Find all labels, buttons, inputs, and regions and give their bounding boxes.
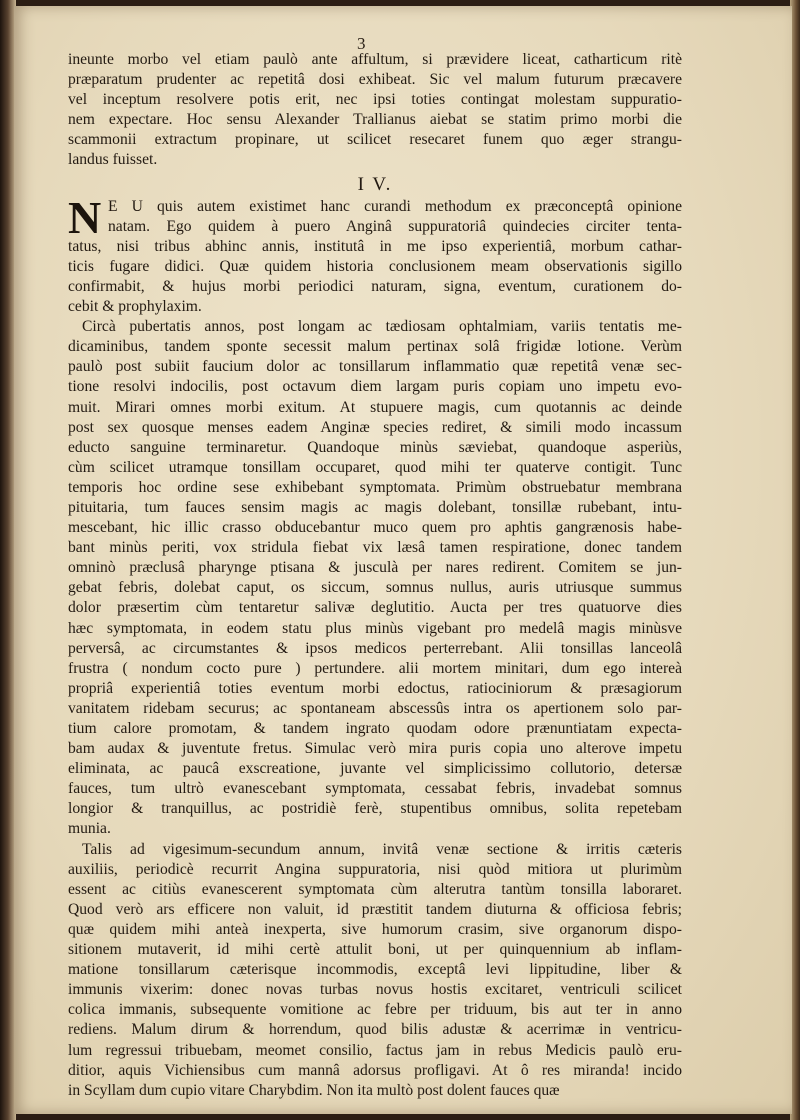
text-line: gebat febris, dolebat caput, os siccum, somnus nullus, auris utriusque summus — [68, 579, 682, 597]
book-page — [14, 6, 792, 1114]
text-line: cùm scilicet utramque tonsillam occuparet, quod mihi ter quaterve contigit. Tunc — [68, 458, 682, 476]
text-line: matione tonsillarum cæterisque incommodis, exceptâ levi lippitudine, liber & — [68, 961, 682, 979]
text-line: mescebant, hic illic crasso obducebantur muco quem pro aphtis gangrænosis habe- — [68, 519, 682, 537]
text-line: cebit & prophylaxim. — [68, 298, 202, 316]
text-line: nem expectare. Hoc sensu Alexander Trallianus aiebat se statim primo morbi die — [68, 111, 682, 129]
text-line: tatus, nisi tribus abhinc annis, institutâ in me ipso experientiâ, morbum cathar- — [68, 237, 682, 255]
section-heading: I V. — [357, 173, 393, 195]
text-line: confirmabit, & hujus morbi periodici naturam, signa, eventum, curationem do- — [68, 277, 682, 295]
text-line: ditior, aquis Vichiensibus cum mannâ adorsus profligavi. At ô res miranda! incido — [68, 1061, 682, 1079]
text-line: propriâ experientiâ toties eventum morbi edoctus, ratiociniorum & præsagiorum — [68, 679, 682, 697]
text-line: tione resolvi indocilis, post octavum diem largam puris copiam uno impetu evo- — [68, 378, 682, 396]
text-line: perversâ, ac circumstantes & ipsos medicos perterrebant. Alii tonsillas lanceolâ — [68, 639, 682, 657]
text-line: vel inceptum resolvere potis erit, nec ipsi toties contingat molestam suppuratio- — [68, 91, 682, 109]
paragraph-4 — [68, 840, 682, 1101]
text-line: frustra ( nondum cocto pure ) pertundere. alii mortem minitari, dum ego intereà — [68, 659, 682, 677]
text-line: eliminata, ac paucâ exscreatione, juvante vel simplicissimo collutorio, detersæ — [68, 760, 682, 778]
text-line: bam audax & juventute fretus. Simulac verò mira puris copia uno alterove impetu — [68, 740, 682, 758]
text-line: Circà pubertatis annos, post longam ac tædiosam ophtalmiam, variis tentatis me- — [82, 318, 682, 336]
text-line: temporis hoc ordine sese exhibebant symptomata. Primùm obstruebatur membrana — [68, 478, 682, 496]
text-line: muit. Mirari omnes morbi exitum. At stupuere magis, cum quotannis ac deinde — [68, 398, 682, 416]
text-line: landus fuisset. — [68, 151, 158, 169]
text-line: munia. — [68, 820, 111, 838]
paragraph-2 — [68, 191, 682, 318]
text-line: rediens. Malum dirum & horrendum, quod bilis adustæ & acerrimæ in ventricu- — [68, 1021, 682, 1039]
text-line: fauces, tum ultrò evanescebant symptomata, cessabat febris, invadebat somnus — [68, 780, 682, 798]
text-line: lum regressui tribuebam, meomet consilio, factus jam in rebus Medicis paulò eru- — [68, 1041, 682, 1059]
text-line: colica immanis, subsequente vomitione ac febre per triduum, bis aut ter in anno — [68, 1001, 682, 1019]
text-line: essent ac citiùs evanescerent symptomata cùm alterutra tantùm tonsilla laboraret. — [68, 880, 682, 898]
text-line: longior & tranquillus, ac postridiè ferè, stupentibus omnibus, solita repetebam — [68, 800, 682, 818]
text-line: auxiliis, periodicè recurrit Angina suppuratoria, nisi quòd mitiora ut plurimùm — [68, 860, 682, 878]
text-line: immunis vixerim: donec novas turbas novus hostis excitaret, ventriculi scilicet — [68, 981, 682, 999]
text-line: pituitaria, tum fauces sensim magis ac magis dolebant, tonsillæ rubebant, intu- — [68, 498, 682, 516]
text-line: hæc symptomata, in eodem statu plus minùs vigebant pro medelâ magis minùsve — [68, 619, 682, 637]
text-line: Quod verò ars efficere non valuit, id præstitit tandem diuturna & officiosa febris; — [68, 900, 682, 918]
drop-cap: N — [68, 191, 102, 243]
text-line: post sex quosque menses eadem Anginæ species rediret, & simili modo incassum — [68, 418, 682, 436]
paragraph-2-wrap — [68, 191, 682, 318]
text-line: quæ quidem mihi anteà inexperta, sive humorum crasim, sive organorum dispo- — [68, 920, 682, 938]
text-line: omninò præclusâ pharynge ptisana & jusculà per nares redirent. Comitem se jun- — [68, 559, 682, 577]
text-line: paulò post subiit faucium dolor ac tonsillarum inflammatio quæ repetitâ venæ sec- — [68, 358, 682, 376]
text-line: sitionem mutaverit, id mihi certè attulit boni, ut per quinquennium ab inflam- — [68, 941, 682, 959]
text-line: bant minùs periti, vox stridula fiebat vix læsâ tamen respiratione, donec tandem — [68, 539, 682, 557]
text-line: dicaminibus, tandem sponte secessit malum pertinax solâ frigidæ lotione. Verùm — [68, 338, 682, 356]
paragraph-1 — [68, 50, 682, 171]
text-line: vanitatem ridebam securus; ac spontaneam abscessûs intra os apertionem solo par- — [68, 699, 682, 717]
text-line: natam. Ego quidem à puero Anginâ suppuratoriâ quindecies circiter tenta- — [108, 217, 682, 235]
text-line: ineunte morbo vel etiam paulò ante affultum, si prævidere liceat, catharticum ritè — [68, 51, 682, 68]
text-line: dolor præsertim cùm tentaretur salivæ deglutitio. Aucta per tres quatuorve dies — [68, 599, 682, 617]
text-line: præparatum prudenter ac repetitâ dosi exhibeat. Sic vel malum futurum præcavere — [68, 71, 682, 89]
text-line: educto sanguine terminaretur. Quandoque minùs sæviebat, quandoque asperiùs, — [68, 438, 682, 456]
page-number: 3 — [357, 34, 366, 53]
text-line: scammonii extractum propinare, ut scilicet resecaret funem quo æger strangu- — [68, 131, 682, 149]
page-text — [68, 50, 682, 1101]
text-line: ticis fugare didici. Quæ quidem historia conclusionem meam observationis sigillo — [68, 257, 682, 275]
text-line: Talis ad vigesimum-secundum annum, invitâ venæ sectione & irritis cæteris — [82, 840, 682, 858]
text-line: in Scyllam dum cupio vitare Charybdim. Non ita multò post dolent fauces quæ — [68, 1081, 560, 1099]
text-line: E U quis autem existimet hanc curandi methodum ex præconceptâ opinione — [108, 197, 682, 215]
paragraph-3 — [68, 317, 682, 839]
text-line: tium calore promotam, & tandem ingrato quodam odore prænuntiatam expecta- — [68, 720, 682, 737]
